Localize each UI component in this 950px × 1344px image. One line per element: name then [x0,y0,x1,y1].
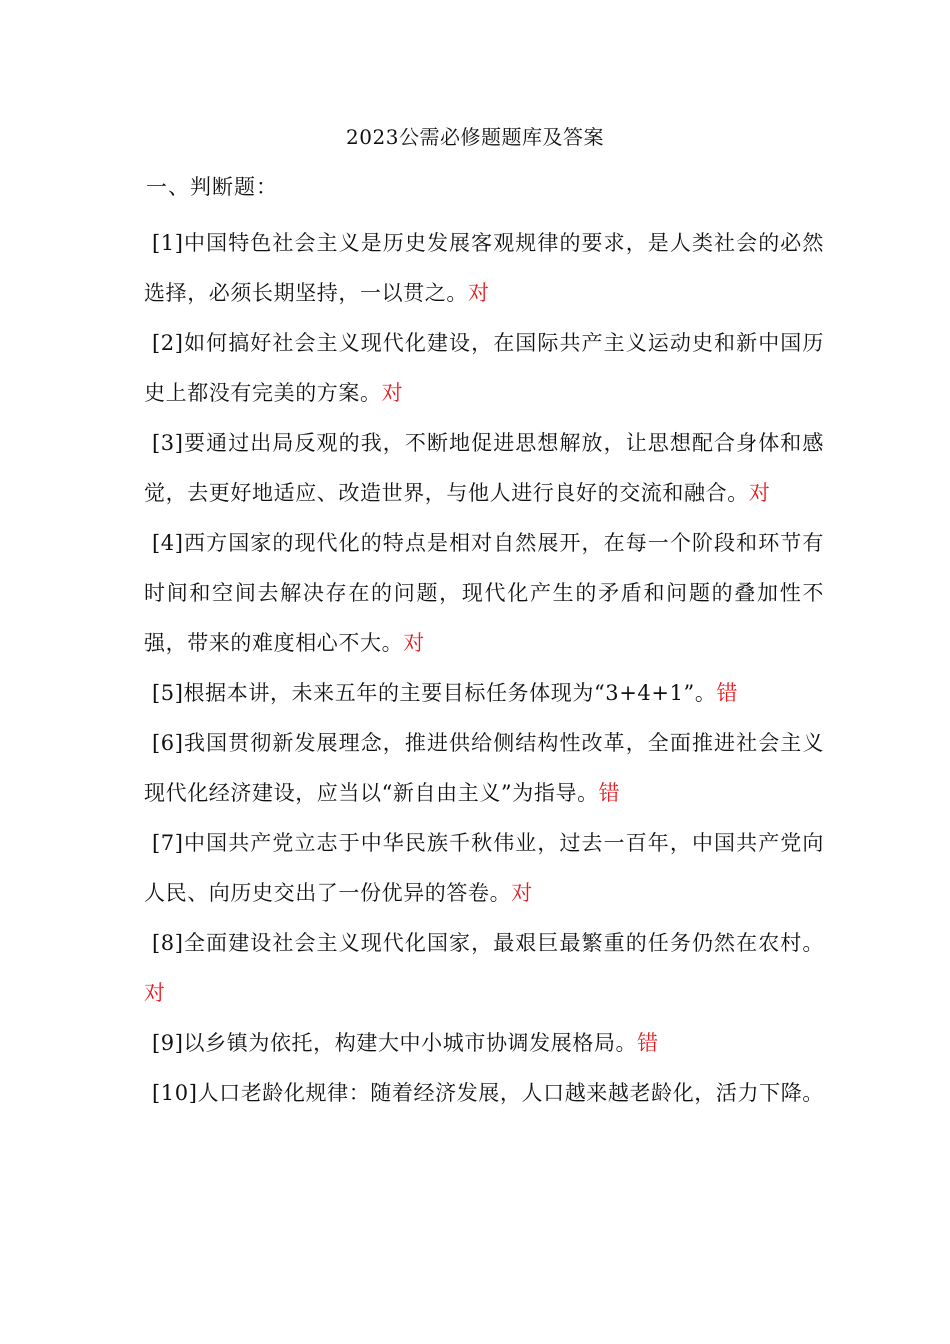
question-text: [9]以乡镇为依托，构建大中小城市协调发展格局。 [152,1031,638,1055]
answer-mark: 对 [144,981,166,1005]
answer-mark: 错 [637,1031,659,1055]
question-text: [10]人口老龄化规律：随着经济发展，人口越来越老龄化，活力下降。 [152,1081,824,1105]
answer-mark: 对 [403,631,425,655]
answer-mark: 对 [468,281,490,305]
answer-mark: 对 [381,381,404,405]
question-item [144,318,824,418]
section-heading: 一、判断题： [146,175,278,199]
answer-mark: 对 [511,881,533,905]
answer-mark: 对 [748,481,771,505]
document-title: 2023公需必修题题库及答案 [346,125,604,149]
question-text: [3]要通过出局反观的我，不断地促进思想解放，让思想配合身体和感觉，去更好地适应、改造世界，与他人进行良好的交流和融合。 [144,431,824,505]
answer-mark: 错 [598,781,621,805]
question-text: [6]我国贯彻新发展理念，推进供给侧结构性改革，全面推进社会主义现代化经济建设，应当以“新自由主义”为指导。 [144,731,824,805]
question-text: [4]西方国家的现代化的特点是相对自然展开，在每一个阶段和环节有时间和空间去解决存在的问题，现代化产生的矛盾和问题的叠加性不强，带来的难度相心不大。 [144,531,824,655]
question-item [144,1068,824,1118]
question-text: [7]中国共产党立志于中华民族千秋伟业，过去一百年，中国共产党向人民、向历史交出了一份优异的答卷。 [144,831,824,905]
question-text: [8]全面建设社会主义现代化国家，最艰巨最繁重的任务仍然在农村。 [152,931,824,955]
answer-mark: 错 [716,681,739,705]
question-item [144,918,824,1018]
question-item [144,218,824,318]
question-item [144,1018,824,1068]
question-list [144,218,824,1118]
question-item [144,518,824,668]
question-item [144,818,824,918]
question-item [144,668,824,718]
question-text: [2]如何搞好社会主义现代化建设，在国际共产主义运动史和新中国历史上都没有完美的方案。 [144,331,824,405]
question-item [144,718,824,818]
question-text: [5]根据本讲，未来五年的主要目标任务体现为“3+4+1”。 [152,681,717,705]
question-text: [1]中国特色社会主义是历史发展客观规律的要求，是人类社会的必然选择，必须长期坚持，一以贯之。 [144,231,824,305]
question-item [144,418,824,518]
